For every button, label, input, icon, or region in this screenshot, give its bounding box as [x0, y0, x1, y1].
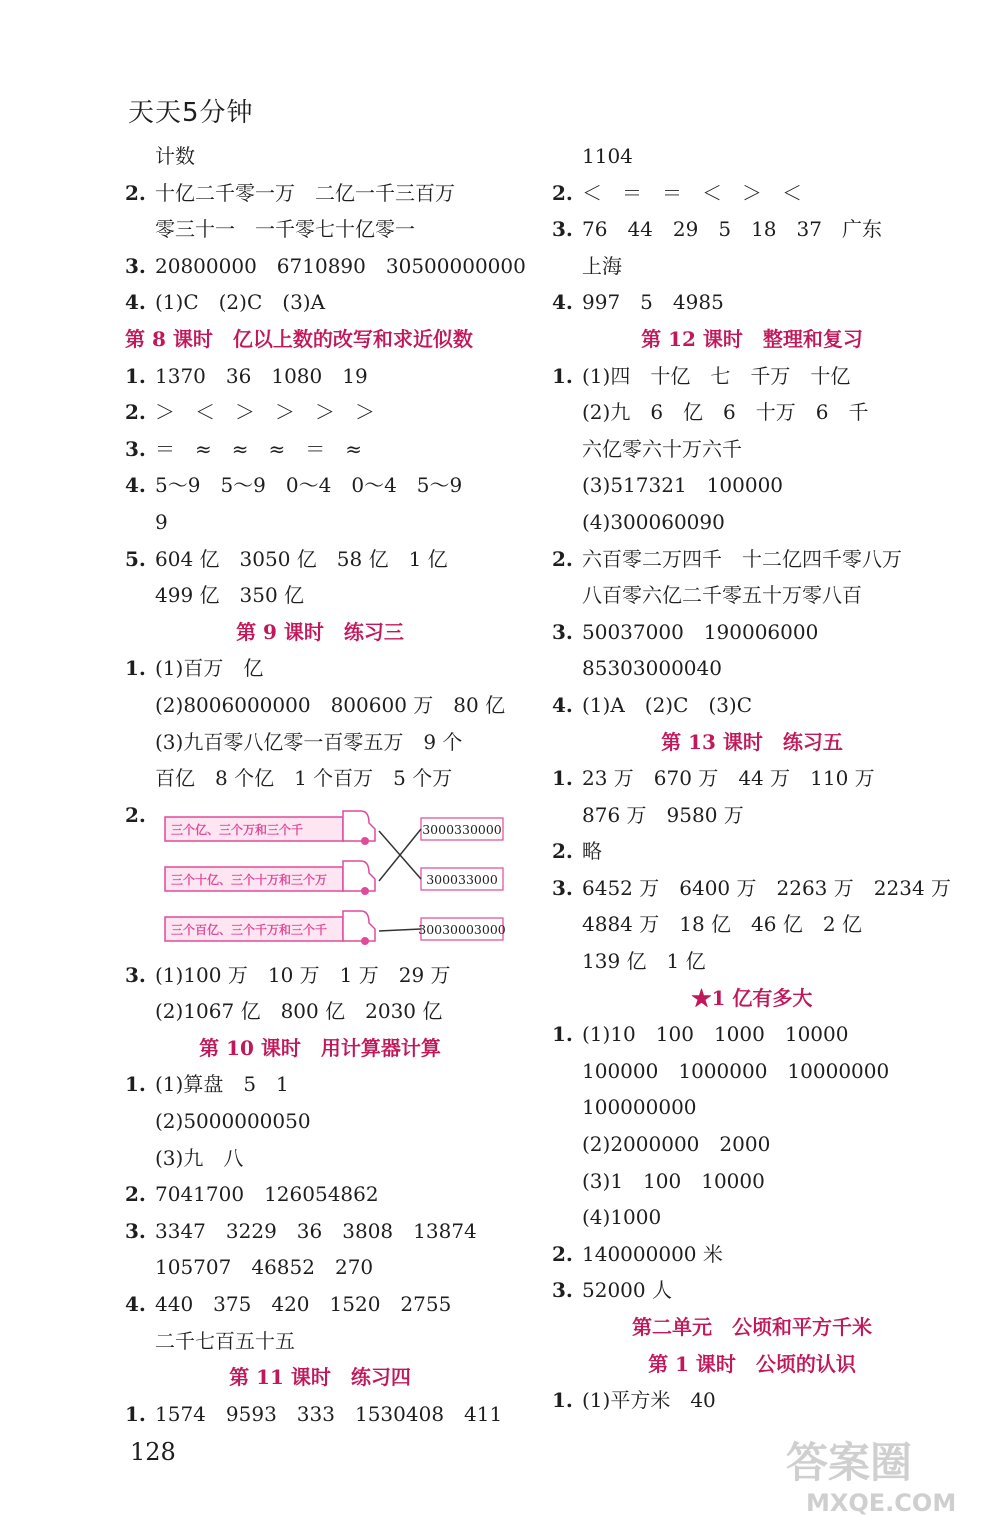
answer-item — [552, 1016, 952, 1053]
answer-item — [552, 358, 952, 395]
answer-text: 100000 1000000 10000000 — [582, 1058, 890, 1083]
answer-text: 1370 36 1080 19 — [155, 363, 368, 388]
page-header: 天天5分钟 — [128, 98, 254, 128]
match-line — [379, 929, 421, 931]
answer-item — [125, 1066, 515, 1103]
answer-text: 1574 9593 333 1530408 411 — [155, 1401, 503, 1426]
item-number: 2. — [125, 180, 146, 205]
answer-continuation — [552, 504, 952, 541]
answer-item — [125, 394, 515, 431]
answer-text: 140000000 米 — [582, 1241, 723, 1266]
answer-continuation — [552, 1053, 952, 1090]
truck-wheel — [361, 887, 369, 895]
truck-cab — [343, 811, 375, 841]
answer-continuation — [552, 906, 952, 943]
answer-text: (2)2000000 2000 — [582, 1132, 771, 1157]
item-number: 3. — [125, 253, 146, 278]
answer-continuation — [552, 394, 952, 431]
answer-item — [552, 870, 952, 907]
match-line — [379, 829, 421, 881]
answer-continuation — [125, 760, 515, 797]
answer-item — [552, 175, 952, 212]
item-number: 1. — [125, 1401, 146, 1426]
answer-continuation — [125, 138, 515, 175]
answer-continuation — [552, 577, 952, 614]
item-number: 4. — [125, 290, 146, 315]
answer-text: 499 亿 350 亿 — [155, 583, 305, 608]
truck-cab — [343, 911, 375, 941]
answer-text: (2)1067 亿 800 亿 2030 亿 — [155, 999, 443, 1024]
answer-text: 604 亿 3050 亿 58 亿 1 亿 — [155, 546, 448, 571]
item-number: 2. — [552, 839, 573, 864]
watermark-logo — [776, 1429, 986, 1519]
truck-label: 三个亿、三个万和三个千 — [171, 822, 304, 837]
truck-wheel — [361, 937, 369, 945]
answer-item — [125, 1213, 515, 1250]
answer-text: 零三十一 一千零七十亿零一 — [155, 217, 415, 242]
answer-item — [125, 175, 515, 212]
page-number: 128 — [130, 1438, 176, 1466]
item-number: 2. — [552, 180, 573, 205]
answer-text: 略 — [582, 839, 602, 864]
answer-text: 六百零二万四千 十二亿四千零八万 — [582, 546, 902, 571]
answer-item — [125, 957, 515, 994]
answer-item — [552, 284, 952, 321]
section-heading: 第 13 课时 练习五 — [661, 729, 843, 754]
left-column — [125, 138, 526, 1432]
answer-item — [125, 1176, 515, 1213]
answer-continuation — [552, 1089, 952, 1126]
section-heading: 第 1 课时 公顷的认识 — [648, 1351, 856, 1376]
answer-text: 100000000 — [582, 1095, 697, 1120]
answer-item — [125, 541, 515, 578]
answer-item — [125, 1286, 515, 1323]
item-number: 3. — [125, 1218, 146, 1243]
item-number: 3. — [552, 217, 573, 242]
answer-continuation — [125, 577, 515, 614]
item-number: 2. — [125, 400, 146, 425]
answer-continuation — [125, 1323, 515, 1360]
answer-text: (1)C (2)C (3)A — [155, 290, 326, 315]
answer-text: 5～9 5～9 0～4 0～4 5～9 — [155, 473, 463, 498]
answer-text: 1104 — [582, 144, 633, 168]
answer-continuation — [125, 504, 515, 541]
watermark-line1: 答案圈 — [786, 1438, 913, 1487]
answer-continuation — [552, 1163, 952, 1200]
answer-text: 139 亿 1 亿 — [582, 949, 706, 974]
answer-item — [125, 248, 526, 285]
answer-text: 52000 人 — [582, 1278, 672, 1303]
answer-text: ＜ ＝ ＝ ＜ ＞ ＜ — [582, 180, 802, 205]
answer-continuation — [552, 1126, 952, 1163]
answer-item — [552, 760, 952, 797]
answer-text: 50037000 190006000 — [582, 619, 819, 644]
truck-wheel — [361, 837, 369, 845]
truck — [165, 811, 375, 845]
answer-text: (1)算盘 5 1 — [155, 1072, 289, 1097]
answer-item — [552, 833, 952, 870]
matching-diagram — [125, 797, 515, 957]
answer-continuation — [552, 943, 952, 980]
section-heading: 第 9 课时 练习三 — [236, 619, 404, 644]
item-number: 1. — [552, 766, 573, 791]
answer-continuation — [125, 1103, 515, 1140]
item-number: 2. — [125, 802, 146, 827]
answer-continuation — [552, 138, 952, 175]
answer-item — [125, 431, 515, 468]
answer-text: (1)10 100 1000 10000 — [582, 1022, 849, 1047]
answer-text: ＞ ＜ ＞ ＞ ＞ ＞ — [155, 400, 375, 425]
answer-item — [552, 541, 952, 578]
answer-item — [125, 467, 515, 504]
answer-text: 76 44 29 5 18 37 广东 — [582, 217, 882, 242]
answer-text: (3)1 100 10000 — [582, 1168, 765, 1193]
matching-figure — [125, 797, 515, 957]
answer-text: (1)A (2)C (3)C — [582, 692, 753, 717]
answer-text: 9 — [155, 509, 168, 534]
answer-text: (3)九百零八亿零一百零五万 9 个 — [155, 729, 463, 754]
answer-continuation — [125, 724, 515, 761]
item-number: 4. — [125, 1292, 146, 1317]
answer-text: (1)平方米 40 — [582, 1388, 716, 1413]
item-number: 3. — [125, 436, 146, 461]
answer-text: ＝ ≈ ≈ ≈ ＝ ≈ — [155, 436, 363, 461]
item-number: 5. — [125, 546, 146, 571]
item-number: 3. — [552, 1278, 573, 1303]
answer-continuation — [125, 687, 515, 724]
item-number: 3. — [552, 875, 573, 900]
section-heading: 第 8 课时 亿以上数的改写和求近似数 — [125, 326, 473, 351]
item-number: 4. — [552, 692, 573, 717]
answer-continuation — [552, 797, 952, 834]
answer-item — [125, 284, 515, 321]
item-number: 1. — [125, 656, 146, 681]
answer-continuation — [552, 467, 952, 504]
answer-text: 二千七百五十五 — [155, 1328, 295, 1353]
item-number: 3. — [125, 962, 146, 987]
answer-text: 6452 万 6400 万 2263 万 2234 万 — [582, 875, 952, 900]
answer-text: (3)517321 100000 — [582, 473, 784, 498]
answer-text: 八百零六亿二千零五十万零八百 — [582, 583, 862, 608]
answer-continuation — [125, 993, 515, 1030]
answer-text: 997 5 4985 — [582, 290, 724, 315]
answer-item — [552, 1272, 952, 1309]
section-heading: 第 10 课时 用计算器计算 — [199, 1035, 441, 1060]
item-number: 4. — [125, 473, 146, 498]
answer-text: 20800000 6710890 30500000000 — [155, 253, 526, 278]
answer-text: (1)四 十亿 七 千万 十亿 — [582, 363, 851, 388]
truck — [165, 861, 375, 895]
section-heading: 第二单元 公顷和平方千米 — [632, 1315, 872, 1339]
truck-label: 三个十亿、三个十万和三个万 — [171, 872, 328, 887]
answer-continuation — [552, 248, 952, 285]
answer-text: 十亿二千零一万 二亿一千三百万 — [155, 180, 455, 205]
answer-text: 百亿 8 个亿 1 个百万 5 个万 — [155, 766, 453, 791]
item-number: 1. — [125, 363, 146, 388]
answer-text: 23 万 670 万 44 万 110 万 — [582, 766, 875, 791]
right-column — [552, 138, 952, 1419]
truck — [165, 911, 375, 945]
answer-text: 876 万 9580 万 — [582, 802, 744, 827]
answer-item — [552, 1382, 952, 1419]
answer-continuation — [125, 1140, 515, 1177]
section-heading: 第 12 课时 整理和复习 — [641, 326, 863, 351]
answer-text: 3347 3229 36 3808 13874 — [155, 1218, 477, 1243]
answer-item — [552, 687, 952, 724]
item-number: 2. — [125, 1182, 146, 1207]
answer-item — [552, 614, 952, 651]
item-number: 1. — [552, 363, 573, 388]
answer-value: 30030003000 — [418, 921, 506, 937]
answer-text: 7041700 126054862 — [155, 1182, 379, 1207]
item-number: 1. — [125, 1072, 146, 1097]
answer-text: (2)九 6 亿 6 十万 6 千 — [582, 400, 869, 425]
section-heading: ★1 亿有多大 — [691, 985, 813, 1010]
answer-text: (2)5000000050 — [155, 1109, 311, 1134]
answer-text: 85303000040 — [582, 656, 722, 681]
item-number: 2. — [552, 1241, 573, 1266]
answer-item — [552, 211, 952, 248]
answer-item — [125, 358, 515, 395]
watermark-line2: MXQE.COM — [806, 1489, 957, 1517]
item-number: 4. — [552, 290, 573, 315]
answer-value: 300033000 — [426, 871, 498, 887]
answer-continuation — [552, 1199, 952, 1236]
answer-continuation — [552, 431, 952, 468]
answer-text: (3)九 八 — [155, 1145, 244, 1170]
answer-text: (2)8006000000 800600 万 80 亿 — [155, 692, 506, 717]
answer-text: 计数 — [155, 144, 195, 168]
answer-item — [552, 1236, 952, 1273]
answer-item — [125, 650, 515, 687]
section-heading: 第 11 课时 练习四 — [229, 1365, 411, 1390]
truck-label: 三个百亿、三个千万和三个千 — [171, 922, 328, 937]
item-number: 1. — [552, 1022, 573, 1047]
answer-text: (1)百万 亿 — [155, 656, 264, 681]
item-number: 3. — [552, 619, 573, 644]
answer-text: 六亿零六十万六千 — [582, 436, 742, 461]
truck-cab — [343, 861, 375, 891]
answer-continuation — [125, 211, 515, 248]
answer-text: 4884 万 18 亿 46 亿 2 亿 — [582, 912, 862, 937]
answer-text: (4)1000 — [582, 1205, 662, 1230]
answer-text: (4)300060090 — [582, 509, 725, 534]
item-number: 2. — [552, 546, 573, 571]
answer-item — [125, 1396, 515, 1433]
answer-text: 105707 46852 270 — [155, 1255, 374, 1280]
answer-continuation — [125, 1249, 515, 1286]
answer-value: 3000330000 — [422, 821, 502, 837]
answer-text: 440 375 420 1520 2755 — [155, 1292, 452, 1317]
item-number: 1. — [552, 1388, 573, 1413]
answer-text: 上海 — [582, 253, 622, 278]
answer-text: (1)100 万 10 万 1 万 29 万 — [155, 962, 451, 987]
answer-continuation — [552, 650, 952, 687]
